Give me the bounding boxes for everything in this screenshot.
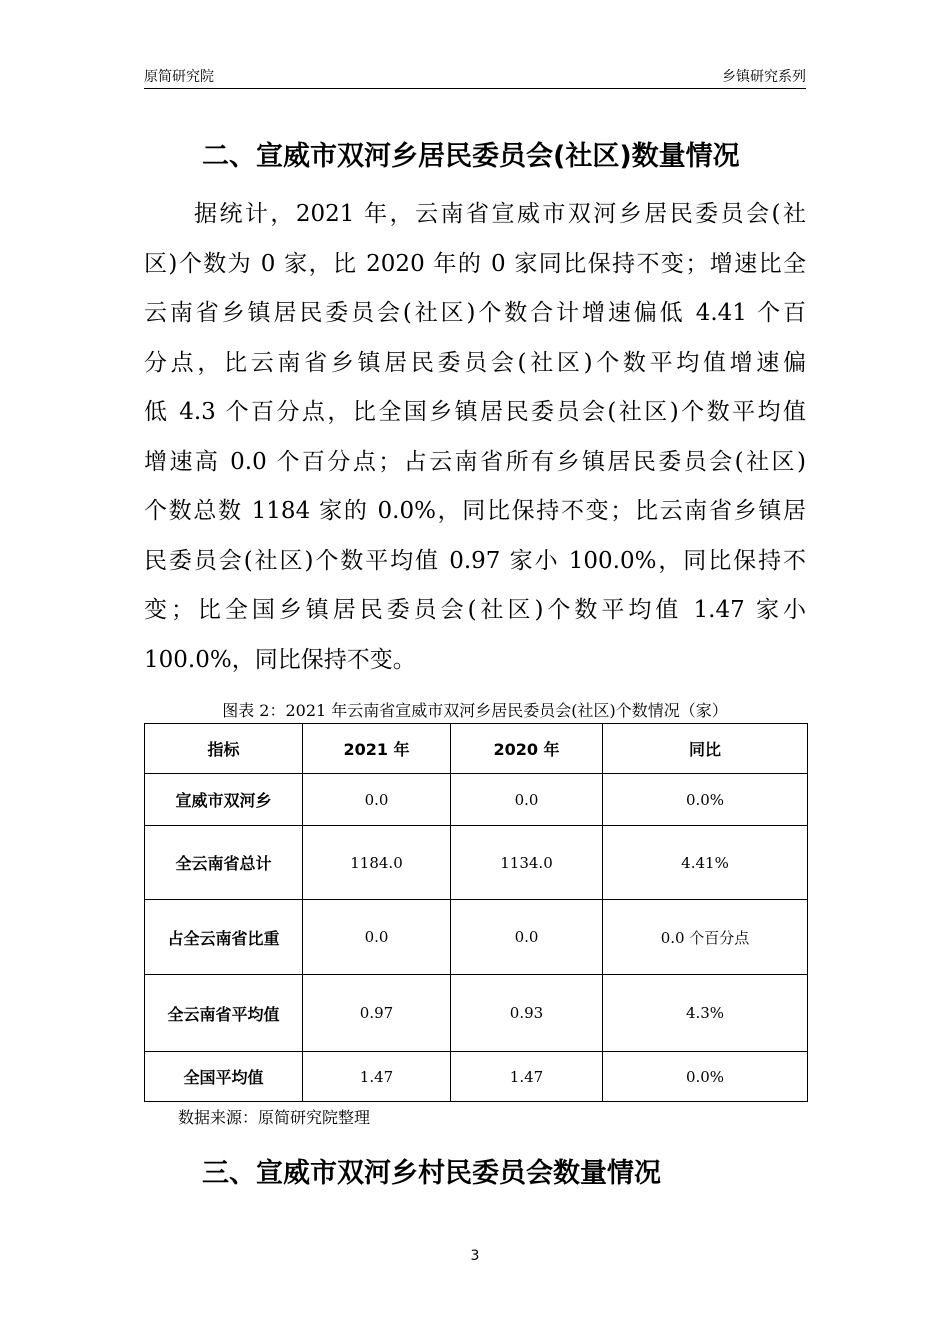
paragraph-line: 据统计，2021 年，云南省宣威市双河乡居民委员会(社 [194,201,806,227]
header-divider [144,88,806,89]
statistics-paragraph [144,190,806,685]
row-label: 全国平均值 [145,1052,303,1102]
table-cell: 4.3% [603,975,808,1052]
table-row [145,975,808,1052]
table-row [145,826,808,900]
page-number: 3 [470,1248,480,1264]
table-header-cell: 2021 年 [303,724,451,774]
table-header-cell: 同比 [603,724,808,774]
table-cell: 0.0 [451,774,603,826]
table-cell: 1184.0 [303,826,451,900]
row-label: 占全云南省比重 [145,900,303,975]
paragraph-line: 增速高 0.0 个百分点；占云南省所有乡镇居民委员会(社区) [144,448,806,475]
paragraph-line: 区)个数为 0 家，比 2020 年的 0 家同比保持不变；增速比全 [144,250,806,277]
table-cell: 0.0 个百分点 [603,900,808,975]
data-source-note: 数据来源：原简研究院整理 [178,1108,371,1127]
table-row [145,1052,808,1102]
table-cell: 0.97 [303,975,451,1052]
table-cell: 1134.0 [451,826,603,900]
table-cell: 0.0 [451,900,603,975]
paragraph-line: 变；比全国乡镇居民委员会(社区)个数平均值 1.47 家小 [144,597,806,623]
table-cell: 0.93 [451,975,603,1052]
paragraph-line: 民委员会(社区)个数平均值 0.97 家小 100.0%，同比保持不 [144,547,806,574]
row-label: 全云南省平均值 [145,975,303,1052]
paragraph-line: 云南省乡镇居民委员会(社区)个数合计增速偏低 4.41 个百 [144,300,806,326]
row-label: 宣威市双河乡 [145,774,303,826]
row-label: 全云南省总计 [145,826,303,900]
table-cell: 4.41% [603,826,808,900]
table-caption: 图表 2：2021 年云南省宣威市双河乡居民委员会(社区)个数情况（家） [222,701,728,720]
table-header-cell: 指标 [145,724,303,774]
table-cell: 0.0 [303,774,451,826]
table-cell: 0.0 [303,900,451,975]
paragraph-line: 分点，比云南省乡镇居民委员会(社区)个数平均值增速偏 [144,349,806,376]
table-cell: 0.0% [603,1052,808,1102]
table-cell: 1.47 [303,1052,451,1102]
paragraph-line: 个数总数 1184 家的 0.0%，同比保持不变；比云南省乡镇居 [144,498,806,524]
table-header-cell: 2020 年 [451,724,603,774]
header-org-name: 原简研究院 [144,69,214,85]
table-cell: 0.0% [603,774,808,826]
paragraph-line: 100.0%，同比保持不变。 [144,646,416,673]
paragraph-line: 低 4.3 个百分点，比全国乡镇居民委员会(社区)个数平均值 [144,399,806,425]
section-2-title: 二、宣威市双河乡居民委员会(社区)数量情况 [202,141,740,172]
table-header-row [145,724,808,774]
statistics-table [144,723,808,1102]
section-3-title: 三、宣威市双河乡村民委员会数量情况 [202,1158,661,1189]
table-row [145,774,808,826]
header-series-name: 乡镇研究系列 [722,69,806,85]
table-cell: 1.47 [451,1052,603,1102]
table-row [145,900,808,975]
